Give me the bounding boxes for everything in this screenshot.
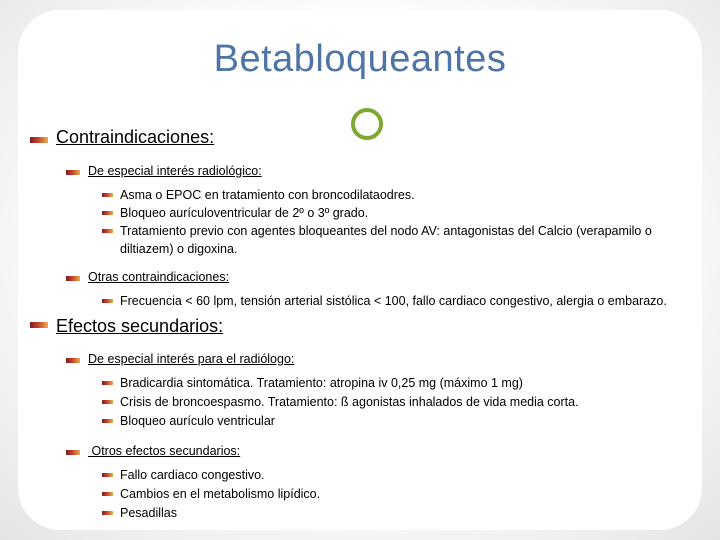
subheading-interes-radiologo: De especial interés para el radiólogo: <box>88 352 295 366</box>
bullet-icon <box>102 511 113 515</box>
bullet-icon <box>66 276 80 281</box>
list-item: Bloqueo aurículoventricular de 2º o 3º grado. <box>120 206 369 220</box>
slide-title: Betabloqueantes <box>213 38 507 80</box>
bullet-icon <box>102 193 113 197</box>
bullet-icon <box>102 473 113 477</box>
bullet-icon <box>30 322 48 328</box>
bullet-icon <box>102 381 113 385</box>
bullet-icon <box>102 400 113 404</box>
ring-icon <box>351 108 383 140</box>
bullet-icon <box>66 450 80 455</box>
bullet-icon <box>30 137 48 143</box>
section-heading-contraindicaciones: Contraindicaciones: <box>56 127 215 147</box>
bullet-icon <box>102 211 113 215</box>
list-item: Tratamiento previo con agentes bloqueantes del nodo AV: antagonistas del Calcio (verapamilo o <box>120 224 652 238</box>
bullet-icon <box>102 419 113 423</box>
list-item: Bradicardia sintomática. Tratamiento: atropina iv 0,25 mg (máximo 1 mg) <box>120 376 523 390</box>
list-item: Cambios en el metabolismo lipídico. <box>120 487 321 501</box>
bullet-icon <box>102 229 113 233</box>
list-item-continuation: diltiazem) o digoxina. <box>120 242 238 256</box>
section-heading-efectos-secundarios: Efectos secundarios: <box>56 316 224 336</box>
bullet-icon <box>66 170 80 175</box>
subheading-interes-radiologico: De especial interés radiológico: <box>88 164 262 178</box>
list-item: Pesadillas <box>120 506 177 520</box>
subheading-otras-contraindicaciones: Otras contraindicaciones: <box>88 270 230 284</box>
list-item: Frecuencia < 60 lpm, tensión arterial sistólica < 100, fallo cardiaco congestivo, alergia o embarazo. <box>120 294 667 308</box>
bullet-icon <box>102 299 113 303</box>
list-item: Fallo cardiaco congestivo. <box>120 468 265 482</box>
list-item: Bloqueo aurículo ventricular <box>120 414 275 428</box>
bullet-icon <box>66 358 80 363</box>
list-item: Crisis de broncoespasmo. Tratamiento: ß agonistas inhalados de vida media corta. <box>120 395 579 409</box>
list-item: Asma o EPOC en tratamiento con broncodilataodres. <box>120 188 415 202</box>
bullet-icon <box>102 492 113 496</box>
subheading-otros-efectos: Otros efectos secundarios: <box>88 444 241 458</box>
